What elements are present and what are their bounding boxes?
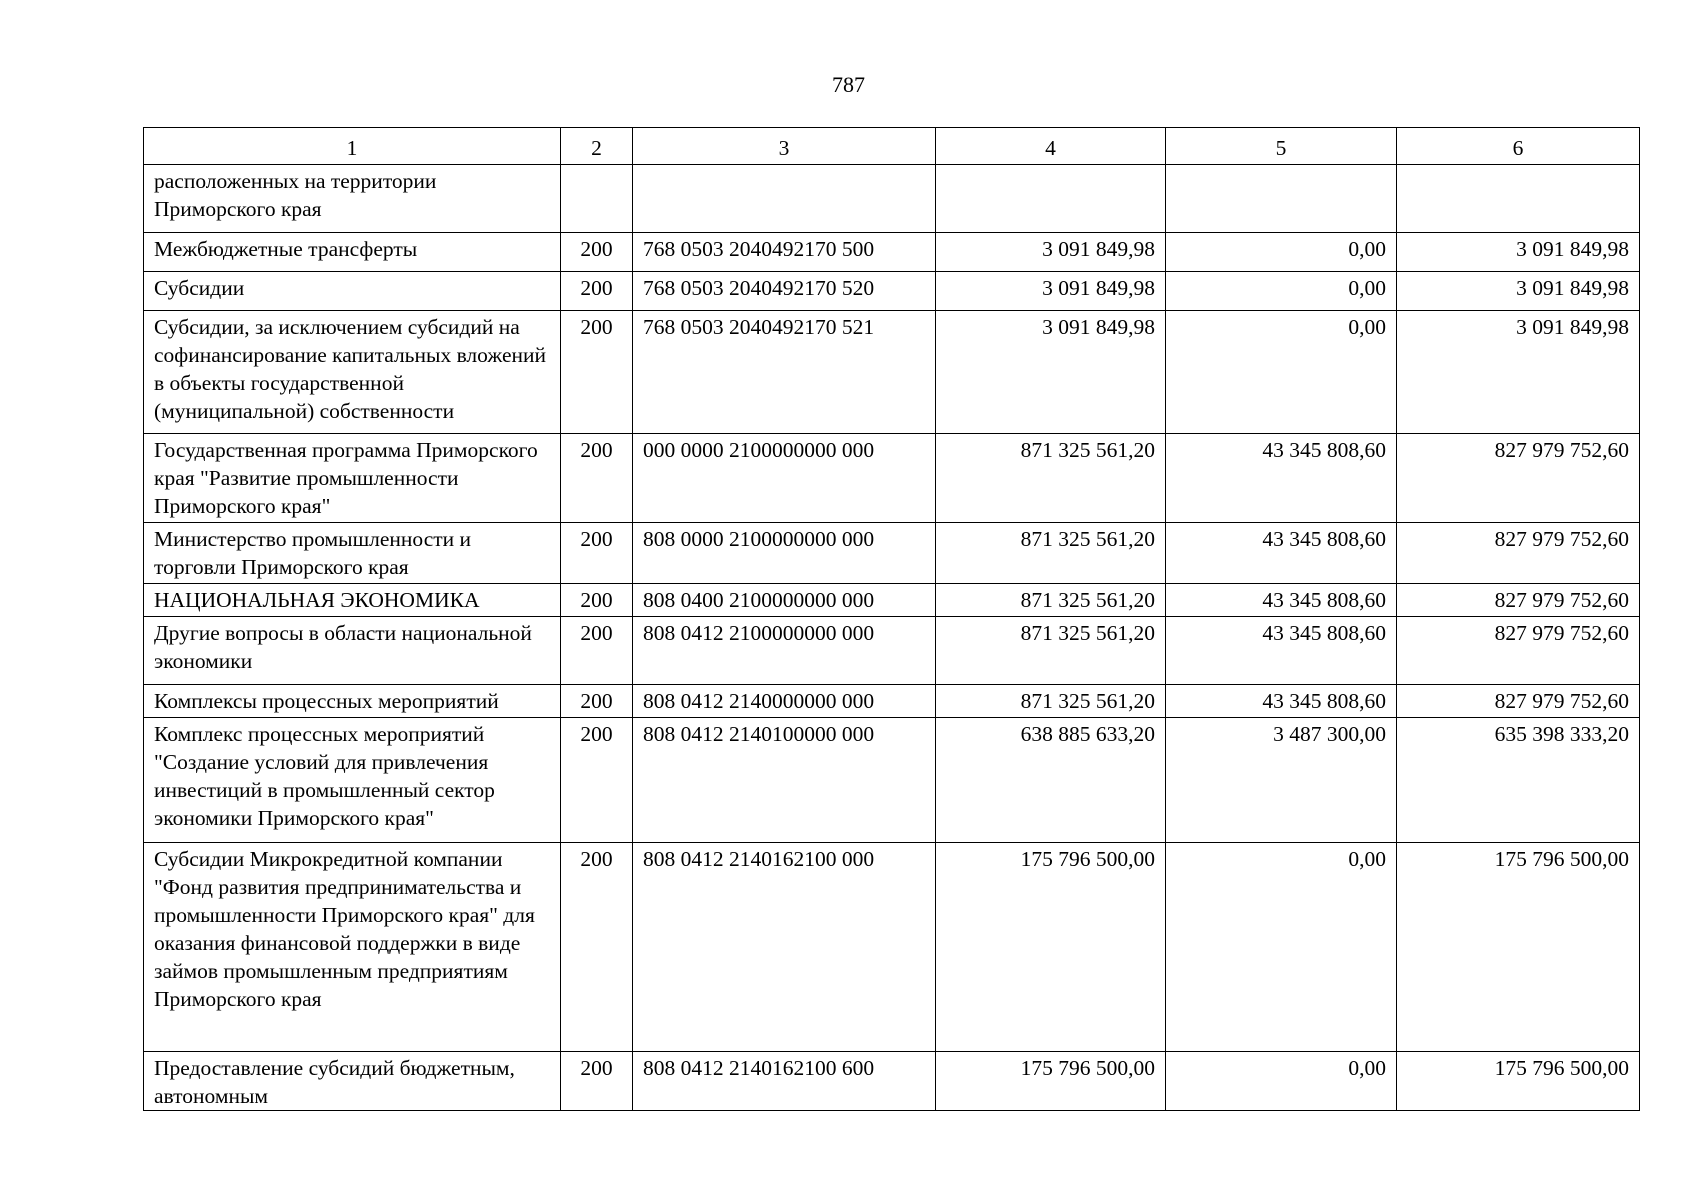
row-kbk: 808 0412 2100000000 000	[633, 617, 936, 685]
row-executed: 0,00	[1166, 272, 1397, 311]
row-name: Министерство промышленности и торговли Приморского края	[144, 523, 561, 584]
row-code: 200	[561, 843, 633, 1052]
row-remaining: 3 091 849,98	[1397, 233, 1640, 272]
row-remaining: 827 979 752,60	[1397, 523, 1640, 584]
row-name: Субсидии, за исключением субсидий на софинансирование капитальных вложений в объекты государственной (муниципальной) собственности	[144, 311, 561, 434]
row-executed: 43 345 808,60	[1166, 584, 1397, 617]
row-kbk: 808 0400 2100000000 000	[633, 584, 936, 617]
table-row	[144, 617, 1640, 685]
row-code: 200	[561, 272, 633, 311]
table-row	[144, 165, 1640, 233]
row-executed: 43 345 808,60	[1166, 434, 1397, 523]
column-header: 1	[144, 128, 561, 165]
table-row	[144, 1052, 1640, 1111]
row-remaining	[1397, 165, 1640, 233]
row-code: 200	[561, 685, 633, 718]
table-row	[144, 584, 1640, 617]
row-executed: 43 345 808,60	[1166, 617, 1397, 685]
row-kbk: 768 0503 2040492170 520	[633, 272, 936, 311]
column-header: 4	[936, 128, 1166, 165]
row-code: 200	[561, 617, 633, 685]
row-name: Субсидии	[144, 272, 561, 311]
row-name: Межбюджетные трансферты	[144, 233, 561, 272]
row-name: Другие вопросы в области национальной экономики	[144, 617, 561, 685]
row-remaining: 827 979 752,60	[1397, 617, 1640, 685]
row-code: 200	[561, 1052, 633, 1111]
row-approved: 871 325 561,20	[936, 617, 1166, 685]
table-row	[144, 718, 1640, 843]
row-kbk: 808 0000 2100000000 000	[633, 523, 936, 584]
table-header-row	[144, 128, 1640, 165]
row-approved: 871 325 561,20	[936, 584, 1166, 617]
row-approved: 3 091 849,98	[936, 233, 1166, 272]
table-row	[144, 311, 1640, 434]
row-remaining: 3 091 849,98	[1397, 272, 1640, 311]
row-approved: 175 796 500,00	[936, 1052, 1166, 1111]
row-executed: 43 345 808,60	[1166, 523, 1397, 584]
row-approved: 3 091 849,98	[936, 311, 1166, 434]
row-kbk: 808 0412 2140100000 000	[633, 718, 936, 843]
row-code: 200	[561, 718, 633, 843]
row-executed: 43 345 808,60	[1166, 685, 1397, 718]
row-executed: 0,00	[1166, 233, 1397, 272]
table-row	[144, 523, 1640, 584]
row-executed: 0,00	[1166, 843, 1397, 1052]
row-code: 200	[561, 434, 633, 523]
row-approved: 638 885 633,20	[936, 718, 1166, 843]
row-code: 200	[561, 523, 633, 584]
row-approved	[936, 165, 1166, 233]
row-remaining: 827 979 752,60	[1397, 584, 1640, 617]
row-approved: 871 325 561,20	[936, 434, 1166, 523]
column-header: 2	[561, 128, 633, 165]
row-approved: 871 325 561,20	[936, 685, 1166, 718]
row-code: 200	[561, 311, 633, 434]
column-header: 5	[1166, 128, 1397, 165]
row-approved: 871 325 561,20	[936, 523, 1166, 584]
table-row	[144, 434, 1640, 523]
column-header: 6	[1397, 128, 1640, 165]
row-kbk: 808 0412 2140000000 000	[633, 685, 936, 718]
row-name: Комплексы процессных мероприятий	[144, 685, 561, 718]
row-kbk: 808 0412 2140162100 000	[633, 843, 936, 1052]
row-name: НАЦИОНАЛЬНАЯ ЭКОНОМИКА	[144, 584, 561, 617]
budget-table	[143, 127, 1640, 1111]
table-row	[144, 272, 1640, 311]
row-remaining: 635 398 333,20	[1397, 718, 1640, 843]
row-remaining: 175 796 500,00	[1397, 1052, 1640, 1111]
row-executed: 0,00	[1166, 311, 1397, 434]
row-name: Предоставление субсидий бюджетным, автономным	[144, 1052, 561, 1111]
row-kbk	[633, 165, 936, 233]
row-name: Субсидии Микрокредитной компании "Фонд развития предпринимательства и промышленности Приморского края" для оказания финансовой поддержки в виде займов промышленным предприятиям Приморского края	[144, 843, 561, 1052]
row-name: Государственная программа Приморского края "Развитие промышленности Приморского края"	[144, 434, 561, 523]
row-name: расположенных на территории Приморского края	[144, 165, 561, 233]
row-remaining: 3 091 849,98	[1397, 311, 1640, 434]
row-code: 200	[561, 233, 633, 272]
row-kbk: 768 0503 2040492170 521	[633, 311, 936, 434]
table-row	[144, 233, 1640, 272]
row-kbk: 808 0412 2140162100 600	[633, 1052, 936, 1111]
table-row	[144, 843, 1640, 1052]
row-code	[561, 165, 633, 233]
row-remaining: 827 979 752,60	[1397, 434, 1640, 523]
row-approved: 175 796 500,00	[936, 843, 1166, 1052]
row-kbk: 000 0000 2100000000 000	[633, 434, 936, 523]
row-name: Комплекс процессных мероприятий "Создание условий для привлечения инвестиций в промышленный сектор экономики Приморского края"	[144, 718, 561, 843]
row-kbk: 768 0503 2040492170 500	[633, 233, 936, 272]
row-approved: 3 091 849,98	[936, 272, 1166, 311]
column-header: 3	[633, 128, 936, 165]
row-executed: 3 487 300,00	[1166, 718, 1397, 843]
row-remaining: 175 796 500,00	[1397, 843, 1640, 1052]
row-code: 200	[561, 584, 633, 617]
table-row	[144, 685, 1640, 718]
row-executed	[1166, 165, 1397, 233]
row-remaining: 827 979 752,60	[1397, 685, 1640, 718]
row-executed: 0,00	[1166, 1052, 1397, 1111]
page-number: 787	[832, 72, 865, 97]
